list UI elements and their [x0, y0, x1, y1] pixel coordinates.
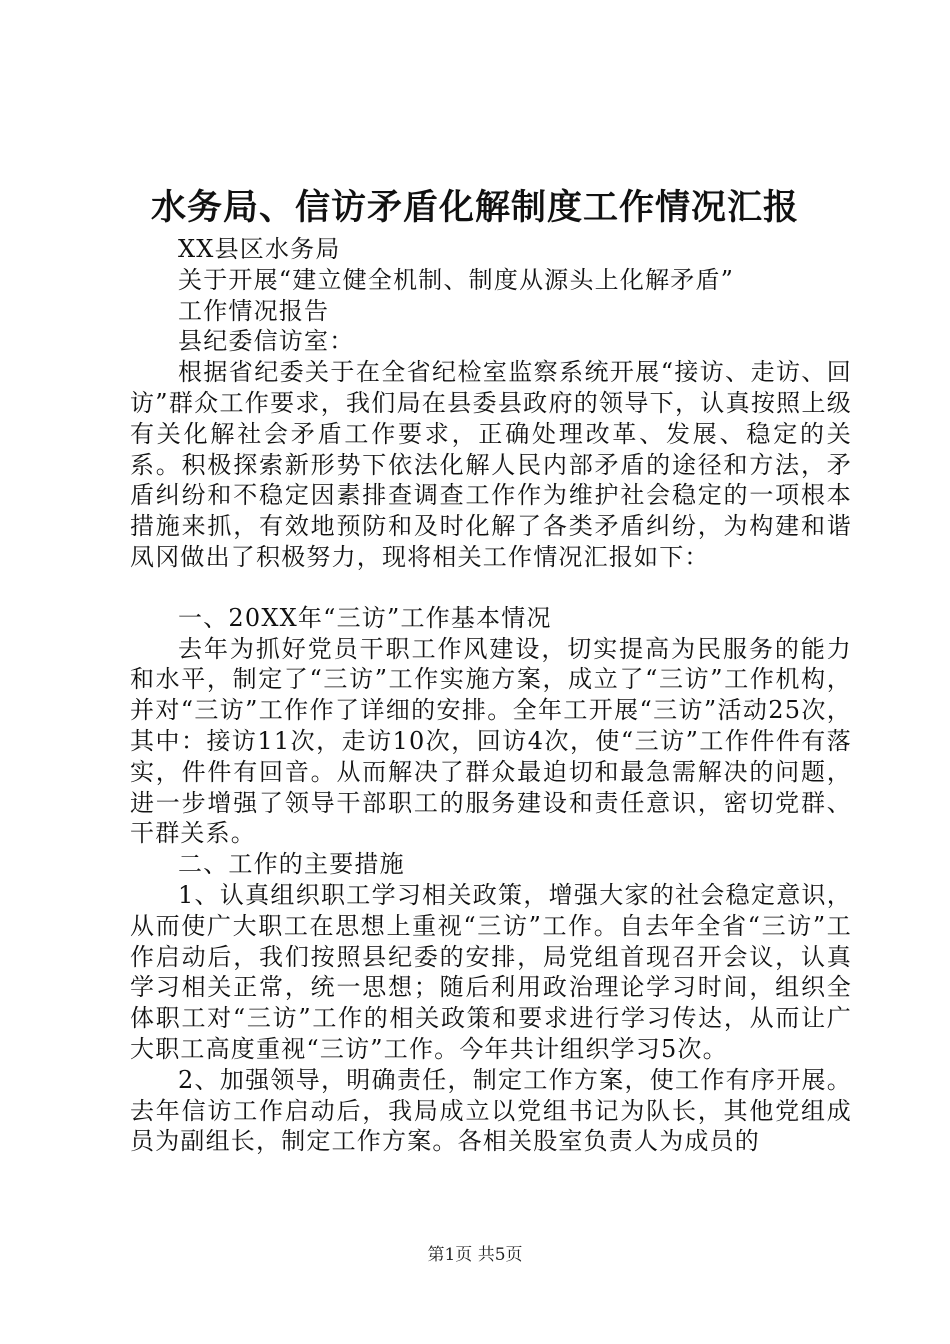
- header-line-org: XX县区水务局: [178, 235, 341, 263]
- paragraph-gap: [130, 573, 852, 603]
- section-heading-2: 二、工作的主要措施: [178, 850, 405, 879]
- header-line-subject: 关于开展“建立健全机制、制度从源头上化解矛盾”: [178, 265, 735, 294]
- document-title: 水务局、信访矛盾化解制度工作情况汇报: [150, 187, 799, 228]
- header-line-report: 工作情况报告: [178, 296, 330, 325]
- section-body-1: 去年为抓好党员干职工作风建设，切实提高为民服务的能力和水平，制定了“三访”工作实施方案，成立了“三访”工作机构，并对“三访”工作作了详细的安排。全年工开展“三访”活动25次，其中：接访11次，走访10次，回访4次，使“三访”工作件件有落实，件件有回音。从而解决了群众最迫切和最急需解决的问题，进一步增强了领导干部职工的服务建设和责任意识，密切党群、干群关系。: [130, 634, 852, 848]
- header-line-recipient: 县纪委信访室：: [178, 327, 355, 356]
- page-number: 第1页 共5页: [427, 1245, 523, 1265]
- measure-paragraph-2: 2、加强领导，明确责任，制定工作方案，使工作有序开展。去年信访工作启动后，我局成立以党组书记为队长，其他党组成员为副组长，制定工作方案。各相关股室负责人为成员的: [130, 1065, 852, 1156]
- measure-paragraph-1: 1、认真组织职工学习相关政策，增强大家的社会稳定意识，从而使广大职工在思想上重视“三访”工作。自去年全省“三访”工作启动后，我们按照县纪委的安排，局党组首现召开会议，认真学习相关正常，统一思想；随后利用政治理论学习时间，组织全体职工对“三访”工作的相关政策和要求进行学习传达，从而让广大职工高度重视“三访”工作。今年共计组织学习5次。: [130, 880, 852, 1063]
- document-body: [130, 234, 852, 1157]
- section-heading-1: 一、20XX年“三访”工作基本情况: [178, 603, 552, 632]
- intro-paragraph: 根据省纪委关于在全省纪检室监察系统开展“接访、走访、回访”群众工作要求，我们局在县委县政府的领导下，认真按照上级有关化解社会矛盾工作要求，正确处理改革、发展、稳定的关系。积极探索新形势下依法化解人民内部矛盾的途径和方法，矛盾纠纷和不稳定因素排查调查工作作为维护社会稳定的一项根本措施来抓，有效地预防和及时化解了各类矛盾纠纷，为构建和谐凤冈做出了积极努力，现将相关工作情况汇报如下：: [130, 358, 852, 571]
